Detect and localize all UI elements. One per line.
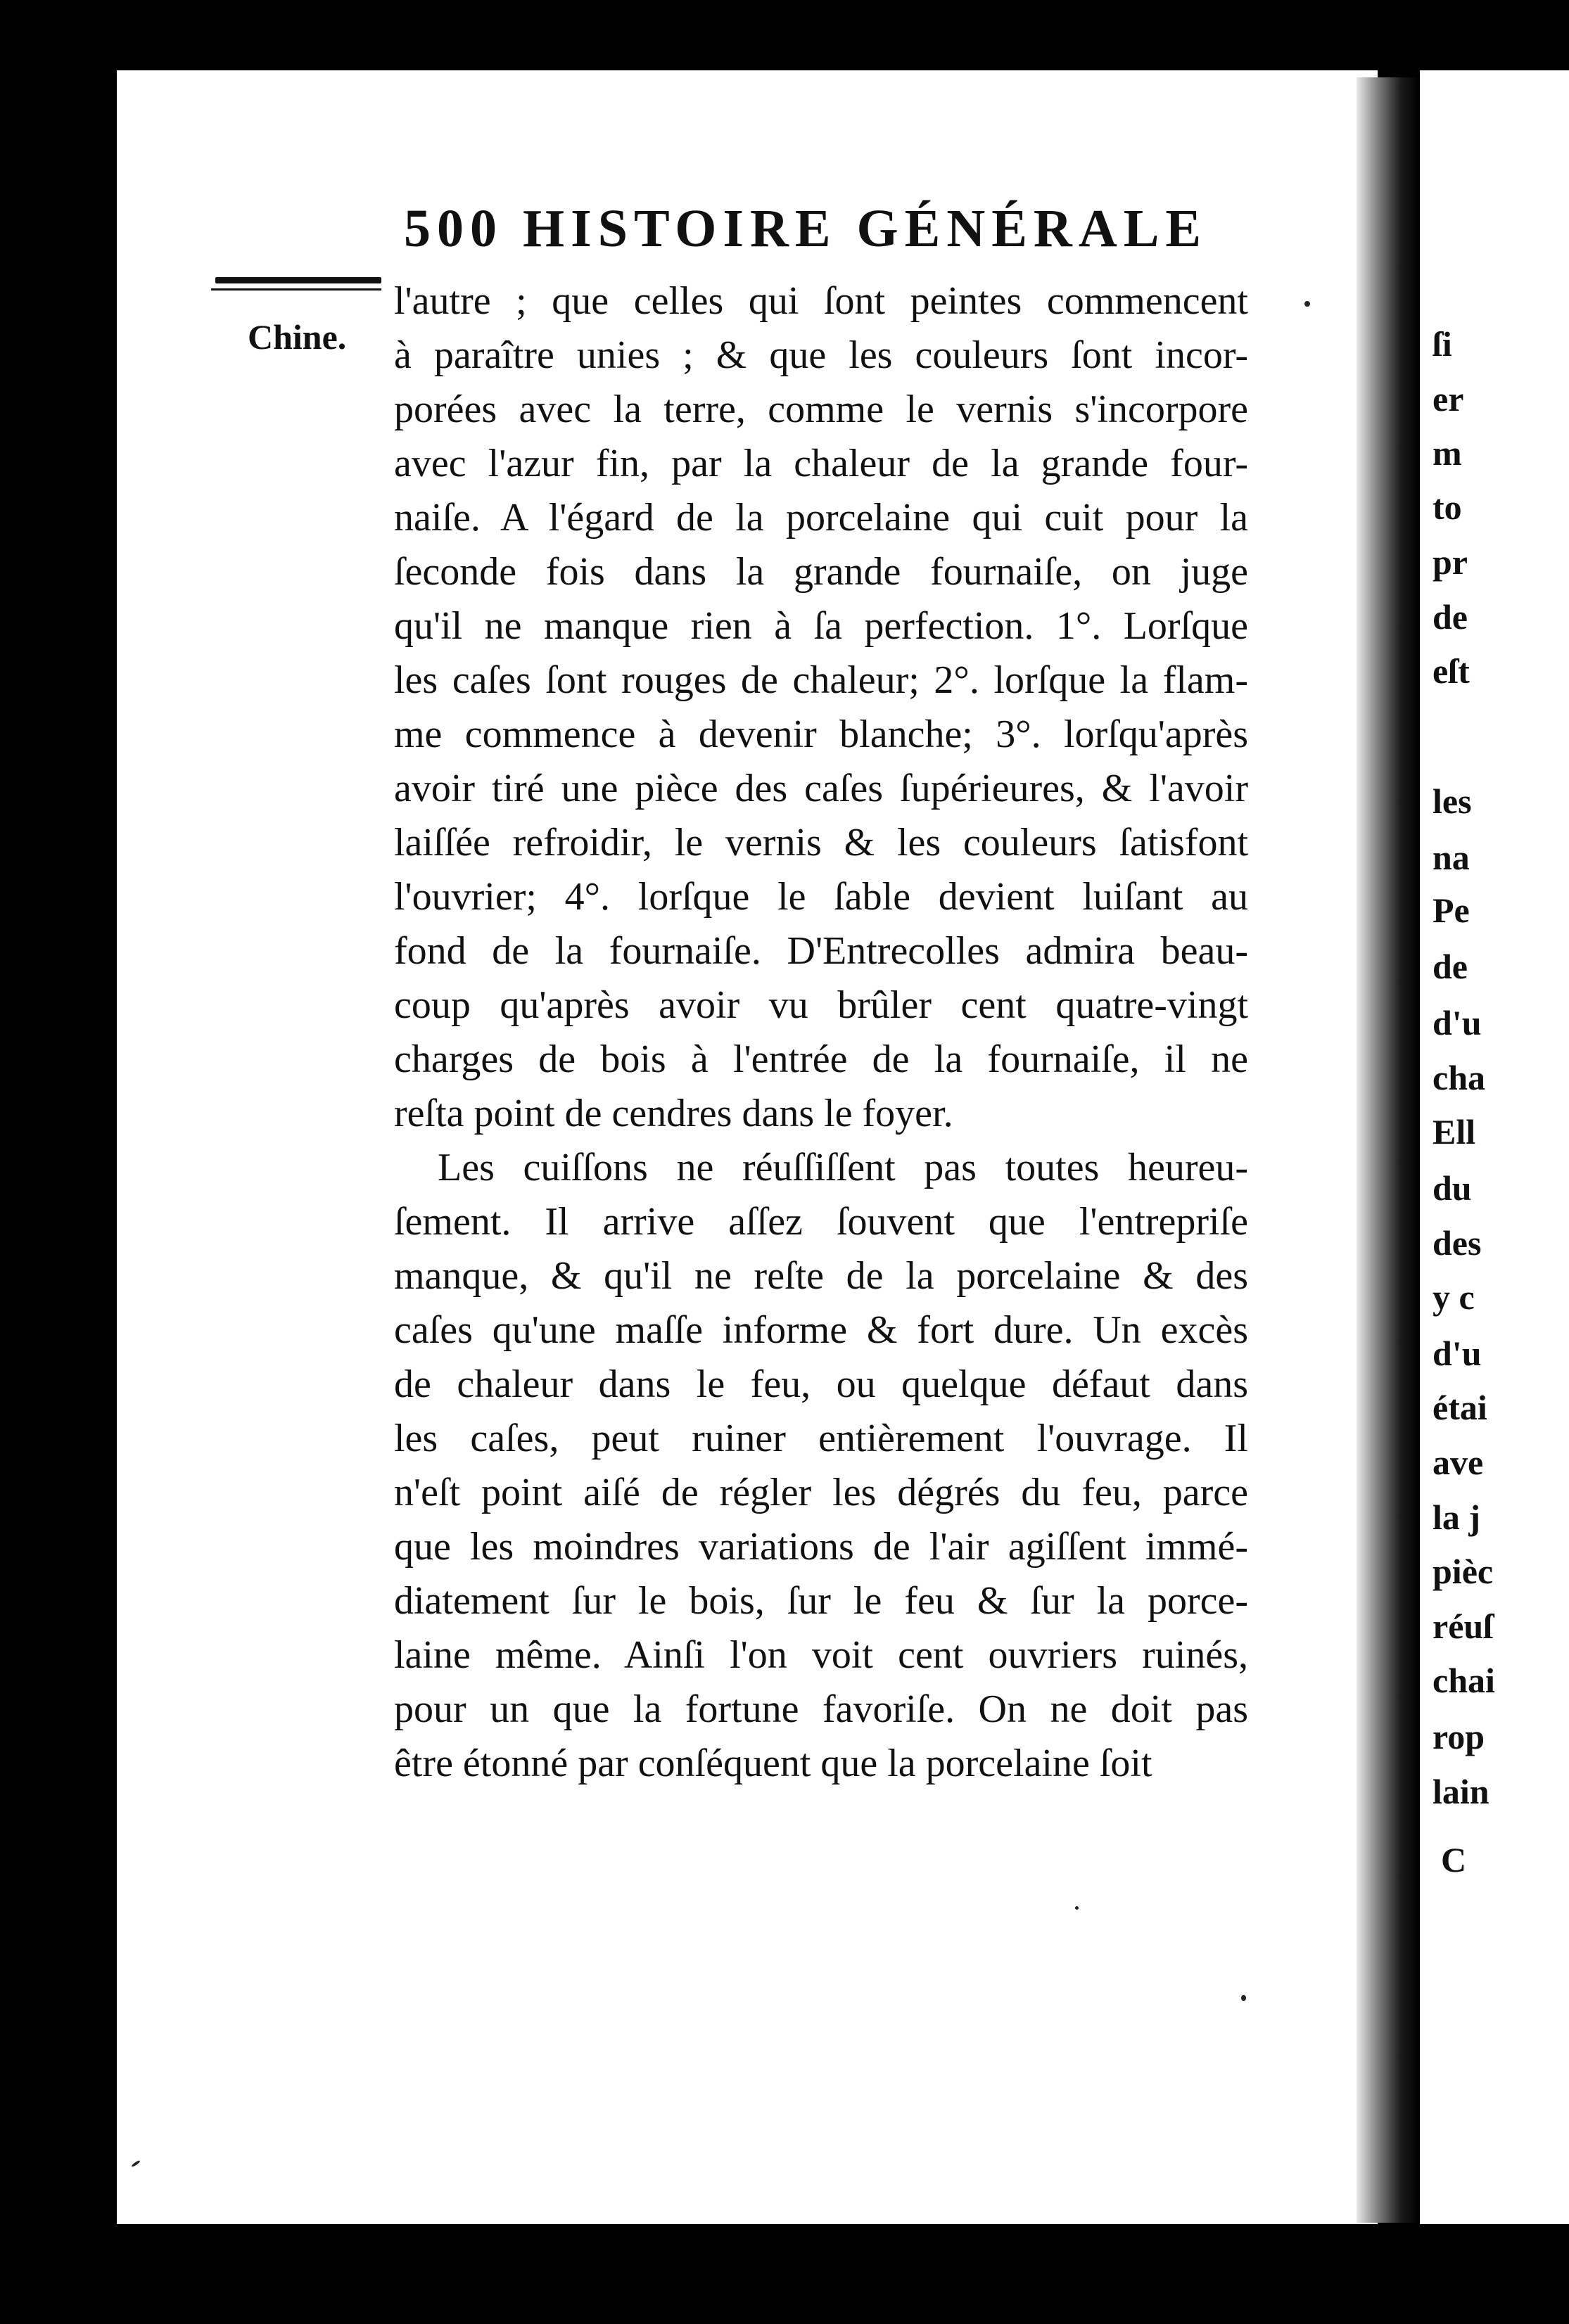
text-line: Les cuiſſons ne réuſſiſſent pas toutes heureu- (438, 1146, 1248, 1189)
text-line: qu'il ne manque rien à ſa perfection. 1°. Lorſque (394, 604, 1248, 648)
right-page-fragment: y c (1433, 1277, 1475, 1317)
scan-speck (1075, 1906, 1079, 1910)
right-page-fragment: Ell (1433, 1112, 1476, 1151)
right-page-fragment: rop (1433, 1717, 1485, 1756)
text-line: à paraître unies ; & que les couleurs ſont incor- (394, 333, 1248, 377)
right-page-fragment: cha (1433, 1058, 1485, 1097)
right-page-fragment: les (1433, 781, 1472, 821)
right-page-fragment: la j (1433, 1498, 1481, 1537)
right-page-fragment: des (1433, 1223, 1482, 1263)
text-line: pour un que la fortune favoriſe. On ne doit pas (394, 1687, 1248, 1731)
scan-speck (1304, 301, 1310, 307)
right-page-fragment: réuſ (1433, 1607, 1494, 1646)
right-page-fragment: étai (1433, 1388, 1487, 1427)
right-page-fragment: er (1433, 379, 1464, 419)
right-page-fragment: ave (1433, 1443, 1484, 1482)
text-line: n'eſt point aiſé de régler les dégrés du feu, parce (394, 1471, 1248, 1514)
right-page-fragment: eſt (1433, 651, 1470, 691)
text-line: être étonné par conſéquent que la porcelaine ſoit (394, 1742, 1152, 1785)
text-line: laine même. Ainſi l'on voit cent ouvriers ruinés, (394, 1633, 1248, 1677)
text-line: l'autre ; que celles qui ſont peintes commencent (394, 279, 1248, 323)
text-line: coup qu'après avoir vu brûler cent quatre-vingt (394, 983, 1248, 1027)
running-head: 500 HISTOIRE GÉNÉRALE (404, 199, 1208, 258)
body-text (394, 274, 1248, 1791)
right-page-fragment: to (1433, 487, 1462, 527)
scan-speck (1241, 1995, 1246, 2001)
text-line: les caſes, peut ruiner entièrement l'ouvrage. Il (394, 1417, 1248, 1460)
text-line: laiſſée refroidir, le vernis & les couleurs ſatisfont (394, 821, 1248, 864)
text-line: fond de la fournaiſe. D'Entrecolles admira beau- (394, 929, 1248, 973)
marginal-rule-thin (211, 288, 381, 290)
text-line: naiſe. A l'égard de la porcelaine qui cuit pour la (394, 496, 1248, 540)
margin-note: Chine. (248, 317, 347, 357)
right-page-fragment: de (1433, 597, 1468, 637)
text-line: caſes qu'une maſſe informe & fort dure. Un excès (394, 1308, 1248, 1352)
text-line: charges de bois à l'entrée de la fournaiſe, il ne (394, 1038, 1248, 1081)
text-line: manque, & qu'il ne reſte de la porcelaine & des (394, 1254, 1248, 1298)
right-page-fragment: de (1433, 947, 1468, 986)
text-line: diatement ſur le bois, ſur le feu & ſur la porce- (394, 1579, 1248, 1623)
right-page-fragment: d'u (1433, 1003, 1482, 1042)
right-page-fragment: ſi (1433, 324, 1452, 364)
right-page-fragment: na (1433, 838, 1470, 877)
text-line: ſeconde fois dans la grande fournaiſe, on juge (394, 550, 1248, 594)
text-line: avoir tiré une pièce des caſes ſupérieures, & l'avoir (394, 767, 1248, 810)
right-page-fragment: m (1433, 433, 1462, 473)
book-gutter (1357, 77, 1420, 2223)
text-line: les caſes ſont rouges de chaleur; 2°. lorſque la flam- (394, 658, 1248, 702)
text-line: me commence à devenir blanche; 3°. lorſqu'après (394, 713, 1248, 756)
text-line: porées avec la terre, comme le vernis s'incorpore (394, 388, 1248, 431)
right-page-fragment: Pe (1433, 890, 1470, 930)
right-page-fragment: d'u (1433, 1334, 1482, 1373)
text-line: de chaleur dans le feu, ou quelque défaut dans (394, 1362, 1248, 1406)
text-line: l'ouvrier; 4°. lorſque le ſable devient luiſant au (394, 875, 1248, 919)
right-page-fragment: pièc (1433, 1552, 1494, 1591)
text-line: reſta point de cendres dans le foyer. (394, 1092, 953, 1135)
right-page-fragment: C (1441, 1840, 1467, 1879)
marginal-rule (215, 277, 381, 283)
right-page-fragment: lain (1433, 1772, 1489, 1811)
right-page-fragment: chai (1433, 1661, 1495, 1700)
text-line: que les moindres variations de l'air agiſſent immé- (394, 1525, 1248, 1569)
text-line: avec l'azur fin, par la chaleur de la grande four- (394, 442, 1248, 485)
text-line: ſement. Il arrive aſſez ſouvent que l'entrepriſe (394, 1200, 1248, 1244)
right-page-fragment: pr (1433, 542, 1468, 582)
right-page (1420, 70, 1569, 2224)
right-page-fragment: du (1433, 1168, 1472, 1208)
